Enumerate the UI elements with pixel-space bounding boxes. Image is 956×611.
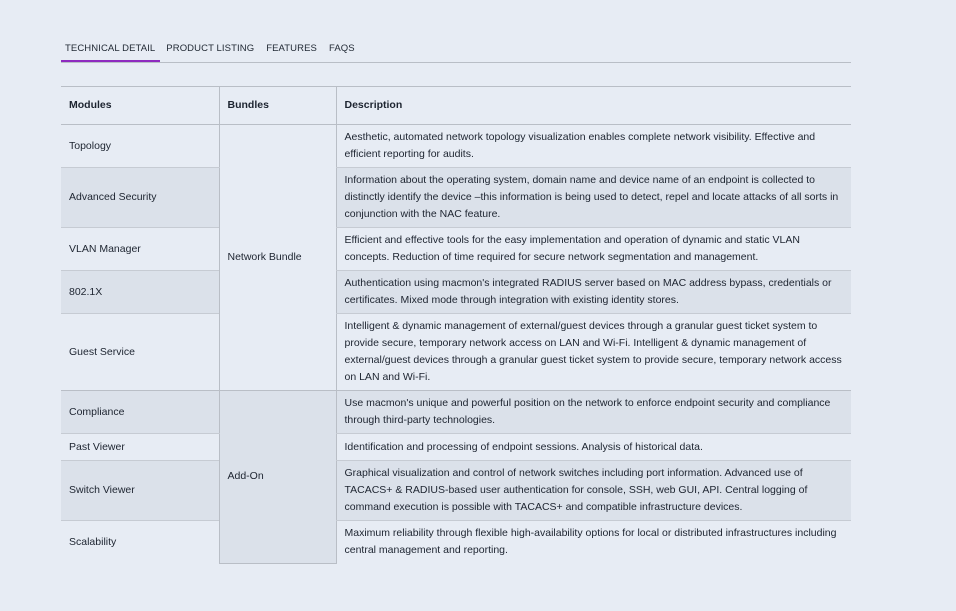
tab-product-listing[interactable]: PRODUCT LISTING: [166, 43, 255, 54]
technical-detail-table: [61, 86, 851, 564]
description-cell: Authentication using macmon's integrated RADIUS server based on MAC address bypass, credentials or certificates. Mixed mode through integration with existing identity stores.: [336, 271, 851, 314]
table-row: [61, 168, 851, 228]
description-cell: Use macmon's unique and powerful position on the network to enforce endpoint security and compliance through third-party technologies.: [336, 391, 851, 434]
module-cell: Guest Service: [61, 314, 219, 391]
description-cell: Information about the operating system, domain name and device name of an endpoint is collected to distinctly identify the device –this information is being used to detect, repel and locate attacks of all sorts in conjunction with the NAC feature.: [336, 168, 851, 228]
module-cell: Switch Viewer: [61, 461, 219, 521]
tab-faqs[interactable]: FAQS: [328, 43, 355, 54]
table-row: [61, 434, 851, 461]
header-modules: Modules: [61, 87, 219, 125]
bundle-cell-addon: Add-On: [219, 391, 336, 564]
table-row: [61, 461, 851, 521]
description-cell: Intelligent & dynamic management of external/guest devices through a granular guest ticket system to provide secure, temporary network access on LAN and Wi-Fi. Intelligent & dynamic management of external/guest devices through a granular guest ticket system to provide secure, temporary network access on LAN and Wi-Fi.: [336, 314, 851, 391]
header-description: Description: [336, 87, 851, 125]
table-row: [61, 271, 851, 314]
description-cell: Aesthetic, automated network topology visualization enables complete network visibility. Effective and efficient reporting for audits.: [336, 125, 851, 168]
table-row: [61, 314, 851, 391]
tab-technical-detail[interactable]: TECHNICAL DETAIL: [61, 38, 160, 62]
module-cell: 802.1X: [61, 271, 219, 314]
table-row: [61, 521, 851, 564]
module-cell: Advanced Security: [61, 168, 219, 228]
bundle-cell-network: Network Bundle: [219, 125, 336, 391]
description-cell: Maximum reliability through flexible high-availability options for local or distributed infrastructures including central management and reporting.: [336, 521, 851, 564]
table-row: [61, 391, 851, 434]
description-cell: Graphical visualization and control of network switches including port information. Advanced use of TACACS+ & RADIUS-based user authentication for console, SSH, web GUI, API. Central logging of command execution is possible with TACACS+ and compatible infrastructure devices.: [336, 461, 851, 521]
header-bundles: Bundles: [219, 87, 336, 125]
module-cell: Compliance: [61, 391, 219, 434]
module-cell: Topology: [61, 125, 219, 168]
module-cell: VLAN Manager: [61, 228, 219, 271]
tab-bar: [61, 38, 851, 63]
description-cell: Efficient and effective tools for the easy implementation and operation of dynamic and static VLAN concepts. Reduction of time required for secure network segmentation and management.: [336, 228, 851, 271]
table-row: [61, 125, 851, 168]
module-cell: Past Viewer: [61, 434, 219, 461]
table-header-row: [61, 87, 851, 125]
tab-features[interactable]: FEATURES: [266, 43, 317, 54]
table-row: [61, 228, 851, 271]
module-cell: Scalability: [69, 535, 117, 548]
description-cell: Identification and processing of endpoint sessions. Analysis of historical data.: [336, 434, 851, 461]
